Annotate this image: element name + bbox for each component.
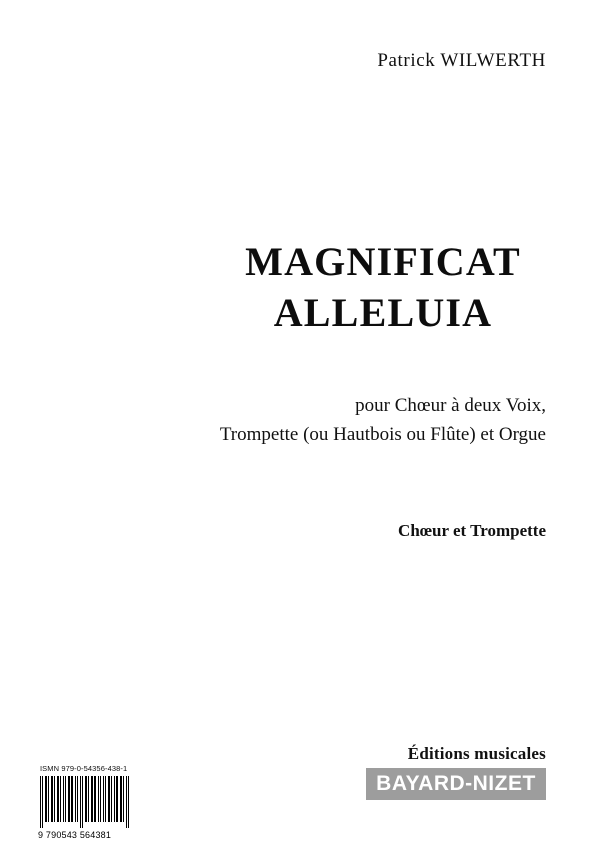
subtitle-block [120, 392, 546, 449]
page-title-line-1: MAGNIFICAT [245, 239, 521, 284]
ismn-label: ISMN 979-0-54356-438-1 [40, 764, 128, 773]
publisher-logo: BAYARD-NIZET [366, 768, 546, 800]
title-block [60, 236, 546, 338]
subtitle-line-2: Trompette (ou Hautbois ou Flûte) et Orgue [219, 423, 546, 445]
page-title-line-2: ALLELUIA [273, 290, 493, 336]
subtitle-line-1: pour Chœur à deux Voix, [355, 395, 546, 416]
publisher-block [366, 744, 546, 800]
part-label: Chœur et Trompette [398, 521, 546, 540]
composer-name: Patrick WILWERTH [377, 50, 546, 71]
barcode-image [38, 776, 166, 828]
barcode-number: 9 790543 564381 [38, 830, 112, 840]
barcode-block [38, 764, 166, 840]
publisher-name: Éditions musicales [407, 744, 546, 763]
